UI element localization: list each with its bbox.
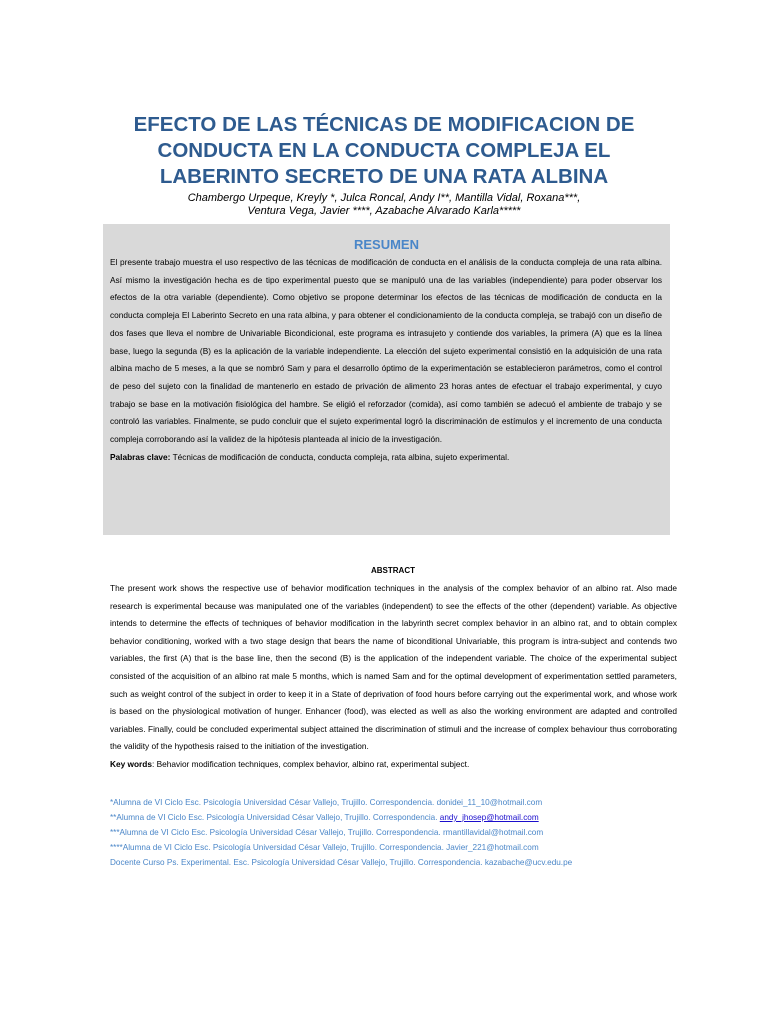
abstract-keywords-text: : Behavior modification techniques, complex behavior, albino rat, experimental subject.: [151, 758, 470, 769]
resumen-keywords-text: Técnicas de modificación de conducta, conducta compleja, rata albina, sujeto experimental.: [170, 451, 510, 462]
footnote-2-email-link[interactable]: andy_jhosep@hotmail.com: [439, 813, 539, 822]
paper-title: EFECTO DE LAS TÉCNICAS DE MODIFICACION DE CONDUCTA EN LA CONDUCTA COMPLEJA EL LABERINTO SECRETO DE UNA RATA ALBINA: [133, 113, 635, 188]
resumen-keywords: [110, 449, 662, 467]
footnote-5: Docente Curso Ps. Experimental. Esc. Psicología Universidad César Vallejo, Trujillo. Correspondencia. kazabache@ucv.edu.pe: [110, 858, 573, 867]
abstract-paragraph: The present work shows the respective use of behavior modification techniques in the analysis of the complex behavior of an albino rat. Also made research is experimental because was manipulated one of the variables (independent) to see the effects of the other (dependent) variable. As objective intends to determine the effects of techniques of behavior modification in the labyrinth secret complex behavior in an albino rat, and to obtain complex behavior conditioning, worked with a two stage design that bears the name of biconditional Univariable, this program is intra-subject and contends two variables, the first (A) that is the base line, then the second (B) is the application of the independent variable. The choice of the experimental subject consisted of the acquisition of an albino rat male 5 months, which is named Sam and for the optimal development of experimentation settled parameters, such as weight control of the subject in order to keep it in a State of deprivation of food hours before carrying out the experimental work, and whose work is based on the physiological motivation of hunger. Enhancer (food), was elected as well as also the working environment are adapted and controlled variables. Finally, could be concluded experimental subject attained the discrimination of stimuli and the increase of complex behaviour thus corroborating the validity of the hypothesis raised to the initiation of the investigation.: [110, 583, 677, 752]
footnote-2: [110, 810, 690, 825]
abstract-keywords: [110, 756, 677, 774]
abstract-section: [110, 580, 677, 774]
resumen-section: [110, 254, 662, 466]
resumen-keywords-label: Palabras clave:: [110, 451, 171, 462]
resumen-heading: RESUMEN: [353, 237, 419, 252]
footnote-2-text: **Alumna de VI Ciclo Esc. Psicología Universidad César Vallejo, Trujillo. Correspondencia.: [110, 813, 440, 822]
author-list: [100, 192, 668, 217]
footnote-3: ***Alumna de VI Ciclo Esc. Psicología Universidad César Vallejo, Trujillo. Correspondencia. rmantillavidal@hotmail.com: [110, 828, 544, 837]
abstract-heading: ABSTRACT: [371, 566, 415, 575]
abstract-keywords-label: Key words: [110, 758, 152, 769]
footnotes: [110, 795, 690, 870]
authors-line-2: Ventura Vega, Javier ****, Azabache Alvarado Karla*****: [247, 204, 521, 217]
authors-line-1: Chambergo Urpeque, Kreyly *, Julca Roncal, Andy I**, Mantilla Vidal, Roxana***,: [187, 192, 581, 204]
footnote-4: ****Alumna de VI Ciclo Esc. Psicología Universidad César Vallejo, Trujillo. Correspondencia. Javier_221@hotmail.com: [110, 843, 539, 852]
resumen-paragraph: El presente trabajo muestra el uso respectivo de las técnicas de modificación de conducta en el análisis de la conducta compleja de una rata albina. Así mismo la investigación hecha es de tipo experimental puesto que se manipuló una de las variables (independiente) para poder observar los efectos de la otra variable (dependiente). Como objetivo se propone determinar los efectos de las técnicas de modificación de conducta en la conducta compleja El Laberinto Secreto en una rata albina, y para obtener el condicionamiento de la conducta compleja, se trabajó con un diseño de dos fases que lleva el nombre de Univariable Bicondicional, este programa es intrasujeto y contiende dos variables, la primera (A) que es la línea base, luego la segunda (B) es la aplicación de la variable independiente. La elección del sujeto experimental consistió en la adquisición de una rata albina macho de 5 meses, a la que se nombró Sam y para el desarrollo óptimo de la experimentación se establecieron parámetros, como el control de peso del sujeto con la finalidad de mantenerlo en estado de privación de alimento 23 horas antes de efectuar el trabajo experimental, y cuyo trabajo se base en la motivación fisiológica del hambre. Se eligió el reforzador (comida), así como también se adecuó el ambiente de trabajo y se controló las variables. Finalmente, se pudo concluir que el sujeto experimental logró la discriminación de estímulos y el incremento de una conducta compleja corroborando así la validez de la hipótesis planteada al inicio de la investigación.: [110, 257, 662, 445]
footnote-1: *Alumna de VI Ciclo Esc. Psicología Universidad César Vallejo, Trujillo. Correspondencia. donidei_11_10@hotmail.com: [110, 798, 543, 807]
